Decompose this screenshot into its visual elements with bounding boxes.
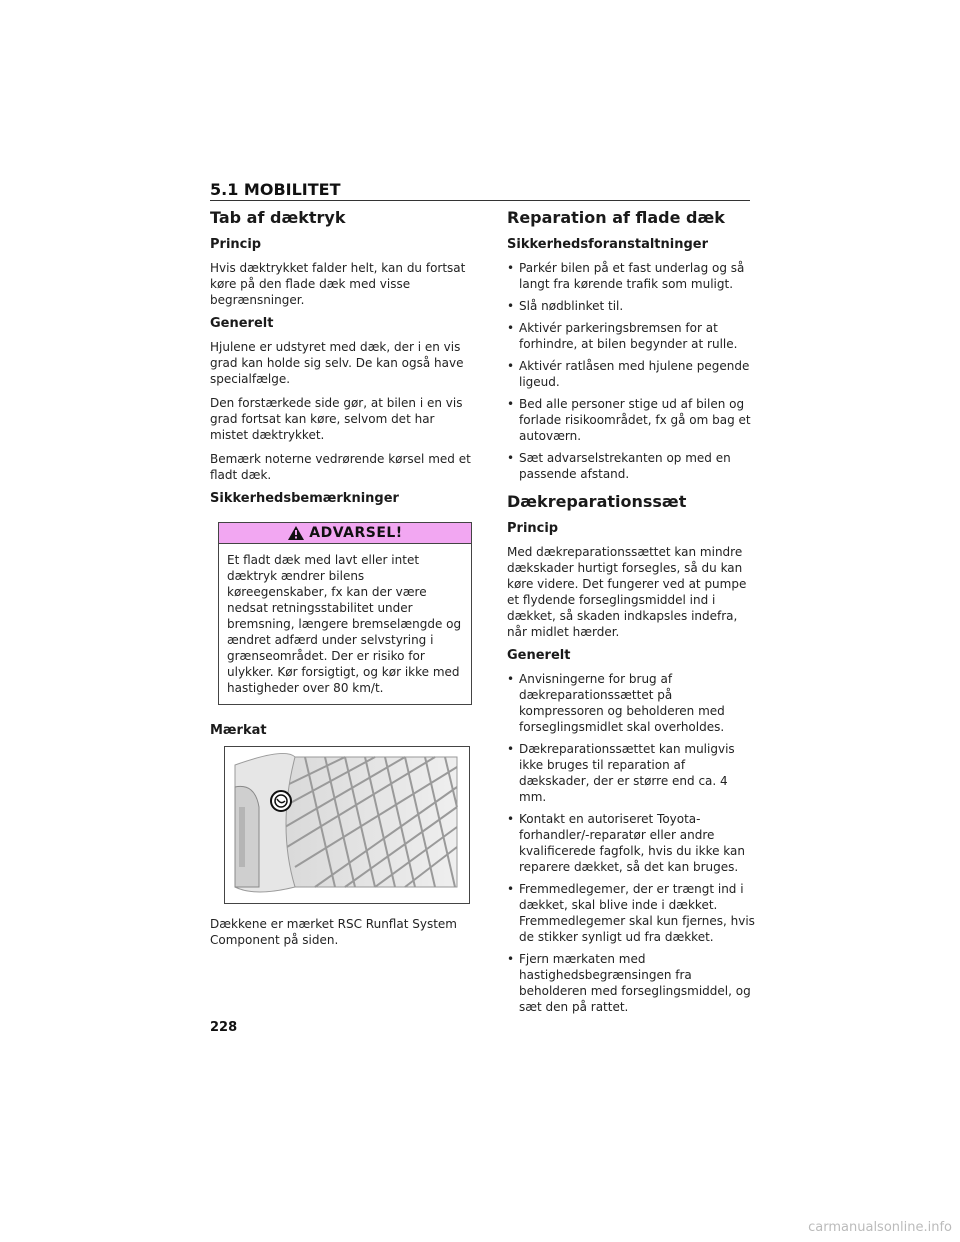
heading-generelt-right: Generelt <box>507 648 571 663</box>
section-divider <box>210 200 750 201</box>
bullet: • <box>507 299 515 313</box>
princip-text: Hvis dæktrykket falder helt, kan du fortsat køre på den flade dæk med visse begrænsninger. <box>210 261 466 307</box>
list-item: • Aktivér parkeringsbremsen for at forhindre, at bilen begynder at rulle. <box>507 321 738 351</box>
list-item: • Bed alle personer stige ud af bilen og forlade risikoområdet, fx gå om bag et autoværn. <box>507 397 751 443</box>
bullet: • <box>507 672 515 686</box>
bullet: • <box>507 397 515 411</box>
safety-list <box>507 260 757 482</box>
list-item: • Dækreparationssættet kan muligvis ikke bruges til reparation af dækskader, der er større end ca. 4 mm. <box>507 742 735 804</box>
warning-box <box>218 522 472 705</box>
tire-sidewall-image <box>225 747 469 903</box>
list-item: • Slå nødblinket til. <box>507 299 624 313</box>
warning-text: Et fladt dæk med lavt eller intet dæktryk ændrer bilens køreegenskaber, fx kan der være nedsat retningsstabilitet under bremsning, længere bremselængde og ændret adfærd under selvstyring i grænseområdet. Der er risiko for ulykker. Kør forsigtigt, og kør ikke med hastigheder over 80 km/t. <box>227 553 462 695</box>
list-item: • Sæt advarselstrekanten op med en passende afstand. <box>507 451 731 481</box>
warning-triangle-icon <box>287 525 305 541</box>
repair-kit-list <box>507 671 757 1015</box>
title-daekreparationssaet: Dækreparationssæt <box>507 492 687 511</box>
generelt-paragraph-3: Bemærk noterne vedrørende kørsel med et fladt dæk. <box>210 452 471 482</box>
generelt-paragraph-1: Hjulene er udstyret med dæk, der i en vis grad kan holde sig selv. De kan også have specialfælge. <box>210 340 464 386</box>
bullet: • <box>507 261 515 275</box>
bullet: • <box>507 742 515 756</box>
list-item: • Fremmedlegemer, der er trængt ind i dækket, skal blive inde i dækket. Fremmedlegemer skal kun fjernes, hvis de stikker synligt ud fra dækket. <box>507 882 755 944</box>
daekreparation-princip-text: Med dækreparationssættet kan mindre dækskader hurtigt forsegles, så du kan køre videre. Det fungerer ved at pumpe et flydende forseglingsmiddel ind i dækket, så skaden indkapsles indefra, når midlet hærder. <box>507 545 747 639</box>
bullet: • <box>507 359 515 373</box>
heading-sikkerhedsforanstaltninger: Sikkerhedsforanstaltninger <box>507 237 709 252</box>
heading-princip-right: Princip <box>507 521 559 536</box>
list-item: • Kontakt en autoriseret Toyota-forhandler/-reparatør eller andre kvalificerede fagfolk, hvis du ikke kan reparere dækket, så det kan bruges. <box>507 812 745 874</box>
bullet: • <box>507 882 515 896</box>
left-column <box>210 208 472 956</box>
heading-generelt: Generelt <box>210 316 274 331</box>
tire-label-illustration <box>224 746 470 904</box>
generelt-paragraph-2: Den forstærkede side gør, at bilen i en vis grad fortsat kan køre, selvom det har mistet dæktrykket. <box>210 396 463 442</box>
heading-sikkerhedsbemaerkninger: Sikkerhedsbemærkninger <box>210 491 399 506</box>
right-column <box>507 208 757 1025</box>
bullet: • <box>507 952 515 966</box>
title-reparation-af-flade-daek: Reparation af flade dæk <box>507 208 725 227</box>
warning-label: ADVARSEL! <box>309 525 403 541</box>
page-number: 228 <box>210 1020 238 1035</box>
list-item: • Anvisningerne for brug af dækreparationssættet på kompressoren og beholderen med forseglingsmidlet skal overholdes. <box>507 672 725 734</box>
list-item: • Aktivér ratlåsen med hjulene pegende ligeud. <box>507 359 750 389</box>
title-tab-af-daektryk: Tab af dæktryk <box>210 208 346 227</box>
watermark: carmanualsonline.info <box>808 1220 952 1235</box>
bullet: • <box>507 321 515 335</box>
maerkat-caption: Dækkene er mærket RSC Runflat System Component på siden. <box>210 917 457 947</box>
heading-maerkat: Mærkat <box>210 723 267 738</box>
section-header: 5.1 MOBILITET <box>210 180 341 199</box>
heading-princip: Princip <box>210 237 262 252</box>
list-item: • Fjern mærkaten med hastighedsbegrænsingen fra beholderen med forseglingsmiddel, og sæt den på rattet. <box>507 952 751 1014</box>
bullet: • <box>507 451 515 465</box>
bullet: • <box>507 812 515 826</box>
warning-header <box>219 523 471 544</box>
list-item: • Parkér bilen på et fast underlag og så langt fra kørende trafik som muligt. <box>507 261 745 291</box>
